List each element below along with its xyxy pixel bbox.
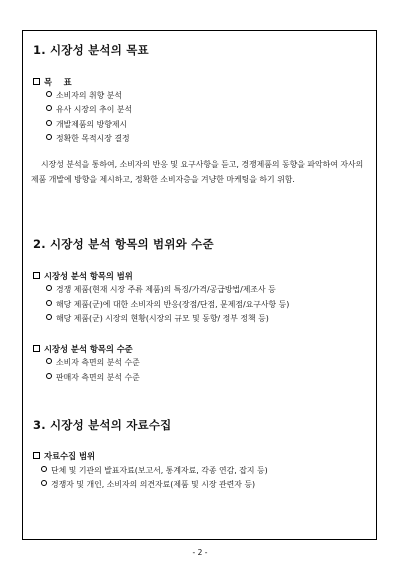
- circle-bullet-icon: [46, 314, 52, 320]
- section2-title: 2. 시장성 분석 항목의 범위와 수준: [33, 237, 214, 251]
- section3-title: 3. 시장성 분석의 자료수집: [33, 418, 172, 432]
- list-item: 해당 제품(군) 시장의 현황(시장의 규모 및 동향/ 정부 정책 등): [46, 313, 269, 324]
- list-item: 단체 및 기관의 발표자료(보고서, 통계자료, 각종 연감, 잡지 등): [41, 465, 268, 476]
- circle-bullet-icon: [46, 120, 52, 126]
- circle-bullet-icon: [46, 285, 52, 291]
- list-item: 해당 제품(군)에 대한 소비자의 반응(장점/단점, 문제점/요구사항 등): [46, 299, 289, 310]
- section3-sub: 자료수집 범위: [33, 450, 95, 462]
- circle-bullet-icon: [46, 105, 52, 111]
- circle-bullet-icon: [41, 480, 47, 486]
- list-item: 판매자 측면의 분석 수준: [46, 372, 140, 383]
- square-bullet-icon: [33, 345, 40, 352]
- list-item: 경쟁자 및 개인, 소비자의 의견자료(제품 및 시장 관련자 등): [41, 479, 255, 490]
- circle-bullet-icon: [46, 358, 52, 364]
- circle-bullet-icon: [46, 134, 52, 140]
- square-bullet-icon: [33, 272, 40, 279]
- square-bullet-icon: [33, 452, 40, 459]
- list-item: 개발제품의 방향제시: [46, 119, 127, 130]
- list-item: 소비자의 취향 분석: [46, 90, 122, 101]
- list-item: 정확한 목적시장 결정: [46, 133, 130, 144]
- circle-bullet-icon: [46, 91, 52, 97]
- section1-paragraph: 시장성 분석을 통하여, 소비자의 반응 및 요구사항을 듣고, 경쟁제품의 동향을 파악하여 자사의 제품 개발에 방향을 제시하고, 정확한 소비자층을 겨냥한 마케팅을 하기 위함.: [31, 160, 364, 184]
- page-number: - 2 -: [192, 548, 208, 557]
- section2-sub1: 시장성 분석 항목의 범위: [33, 270, 133, 282]
- list-item: 소비자 측면의 분석 수준: [46, 357, 140, 368]
- section1-subhead: 목 표: [33, 76, 72, 88]
- square-bullet-icon: [33, 78, 40, 85]
- list-item: 경쟁 제품(현재 시장 주류 제품)의 특징/가격/공급방법/제조사 등: [46, 284, 276, 295]
- circle-bullet-icon: [46, 373, 52, 379]
- circle-bullet-icon: [46, 300, 52, 306]
- list-item: 유사 시장의 추이 분석: [46, 104, 132, 115]
- circle-bullet-icon: [41, 466, 47, 472]
- section1-title: 1. 시장성 분석의 목표: [33, 43, 149, 57]
- section2-sub2: 시장성 분석 항목의 수준: [33, 343, 133, 355]
